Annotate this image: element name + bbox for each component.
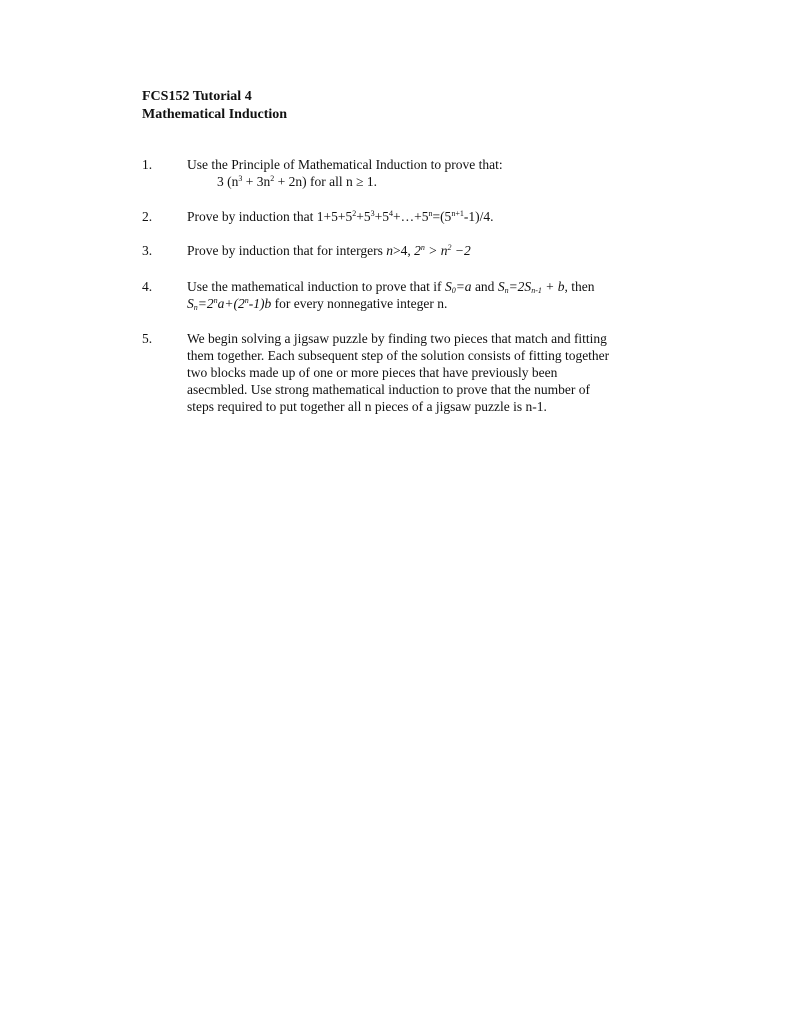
math-part: + b xyxy=(541,279,565,294)
math-part: a+(2 xyxy=(217,296,245,311)
math-part: =a xyxy=(455,279,472,294)
text-part: -1)/4. xyxy=(463,209,494,224)
math-part: S xyxy=(187,296,194,311)
math-part: -1)b xyxy=(248,296,272,311)
question-text-line: asecmbled. Use strong mathematical induction to prove that the number of xyxy=(187,382,591,397)
math-part: > n xyxy=(424,243,448,258)
question-text-line: them together. Each subsequent step of the solution consists of fitting together xyxy=(187,348,610,363)
math-variable: n xyxy=(386,243,393,258)
exponent: n xyxy=(420,243,425,252)
question-body xyxy=(187,208,662,225)
subscript: 0 xyxy=(451,286,456,295)
question-text xyxy=(187,242,662,259)
question-body xyxy=(187,330,662,415)
question-text-line-2 xyxy=(187,295,662,312)
text-part: +5 xyxy=(374,209,389,224)
formula-exponent: 3 xyxy=(238,174,243,183)
document-subtitle: Mathematical Induction xyxy=(142,107,288,122)
question-text: Use the Principle of Mathematical Induction to prove that: xyxy=(187,157,503,172)
exponent: 2 xyxy=(447,243,452,252)
text-part: >4, xyxy=(392,243,415,258)
text-part: for every nonnegative integer n. xyxy=(271,296,448,311)
question-number: 3. xyxy=(142,243,153,258)
subscript: n xyxy=(193,303,198,312)
exponent: 4 xyxy=(388,209,393,218)
question-text-line: two blocks made up of one or more pieces that have previously been xyxy=(187,365,558,380)
text-part: +5 xyxy=(356,209,371,224)
question-body xyxy=(187,156,662,190)
question-number: 5. xyxy=(142,331,153,346)
math-part: −2 xyxy=(451,243,471,258)
math-part: S xyxy=(444,279,452,294)
exponent: n xyxy=(428,209,433,218)
question-formula xyxy=(187,173,662,190)
math-part: =2S xyxy=(508,279,532,294)
math-part: S xyxy=(497,279,505,294)
question-text-line: steps required to put together all n pieces of a jigsaw puzzle is n-1. xyxy=(187,399,547,414)
question-body xyxy=(187,242,662,259)
formula-part: 3 (n xyxy=(217,174,239,189)
math-part: 2 xyxy=(414,243,421,258)
subscript: n-1 xyxy=(531,286,542,295)
formula-part: + 3n xyxy=(242,174,271,189)
question-text xyxy=(187,208,662,225)
text-part: and xyxy=(471,279,498,294)
exponent: n xyxy=(244,296,249,305)
exponent: n+1 xyxy=(451,209,464,218)
exponent: 2 xyxy=(352,209,357,218)
formula-exponent: 2 xyxy=(270,174,275,183)
exponent: n xyxy=(213,296,218,305)
text-part: Prove by induction that for intergers xyxy=(187,243,387,258)
text-part: , then xyxy=(564,279,595,294)
question-number: 1. xyxy=(142,157,153,172)
subscript: n xyxy=(504,286,509,295)
formula-part: + 2n) for all n ≥ 1. xyxy=(274,174,378,189)
exponent: 3 xyxy=(370,209,375,218)
text-part: +…+5 xyxy=(392,209,429,224)
question-number: 2. xyxy=(142,209,153,224)
course-title: FCS152 Tutorial 4 xyxy=(142,89,252,104)
question-body xyxy=(187,278,662,312)
question-text-line-1 xyxy=(187,278,662,295)
math-part: =2 xyxy=(197,296,214,311)
text-part: Use the mathematical induction to prove that if xyxy=(187,279,445,294)
text-part: Prove by induction that 1+5+5 xyxy=(187,209,353,224)
text-part: =(5 xyxy=(432,209,452,224)
question-number: 4. xyxy=(142,279,153,294)
question-text-line: We begin solving a jigsaw puzzle by finding two pieces that match and fitting xyxy=(187,331,607,346)
